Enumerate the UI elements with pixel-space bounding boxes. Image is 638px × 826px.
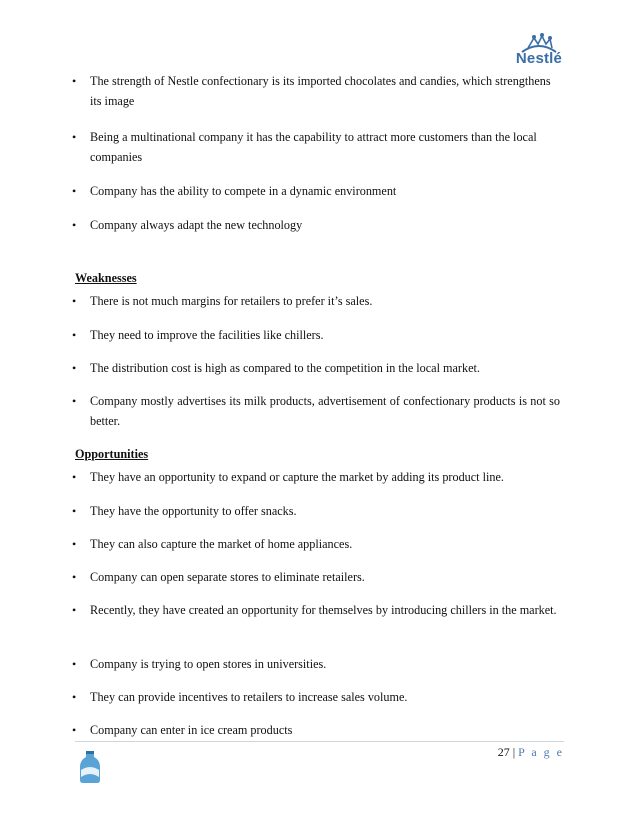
list-item: • Company always adapt the new technology	[90, 216, 560, 236]
page-label: P a g e	[518, 745, 564, 759]
nestle-bottle-logo	[76, 750, 104, 784]
list-item: • They can also capture the market of home appliances.	[90, 535, 560, 555]
list-item: • Recently, they have created an opportunity for themselves by introducing chillers in the market.	[90, 601, 560, 621]
page-number-separator: |	[512, 745, 516, 759]
page-number-value: 27	[497, 745, 510, 759]
list-item: • Company has the ability to compete in a dynamic environment	[90, 182, 560, 202]
list-item: • They need to improve the facilities like chillers.	[90, 326, 560, 346]
list-item: • The strength of Nestle confectionary is its imported chocolates and candies, which strengthens its image	[90, 72, 560, 111]
opportunities-heading: Opportunities	[75, 447, 149, 461]
logo-wordmark: Nestlé	[515, 50, 563, 67]
weaknesses-heading: Weaknesses	[75, 271, 137, 285]
list-item: • The distribution cost is high as compared to the competition in the local market.	[90, 359, 560, 379]
water-bottle-icon	[76, 750, 104, 784]
list-item: • Company can enter in ice cream products	[90, 721, 560, 741]
list-item: • Company is trying to open stores in universities.	[90, 655, 560, 675]
nestle-logo	[508, 30, 570, 72]
page-number	[460, 745, 564, 760]
footer-divider	[75, 741, 564, 742]
list-item: • There is not much margins for retailers to prefer it’s sales.	[90, 292, 560, 312]
list-item: • They have the opportunity to offer snacks.	[90, 502, 560, 522]
list-item: • Company mostly advertises its milk products, advertisement of confectionary products is not so better.	[90, 392, 560, 431]
list-item: • They have an opportunity to expand or capture the market by adding its product line.	[90, 468, 560, 488]
list-item: • Company can open separate stores to eliminate retailers.	[90, 568, 560, 588]
list-item: • They can provide incentives to retailers to increase sales volume.	[90, 688, 560, 708]
list-item: • Being a multinational company it has the capability to attract more customers than the local companies	[90, 128, 560, 167]
